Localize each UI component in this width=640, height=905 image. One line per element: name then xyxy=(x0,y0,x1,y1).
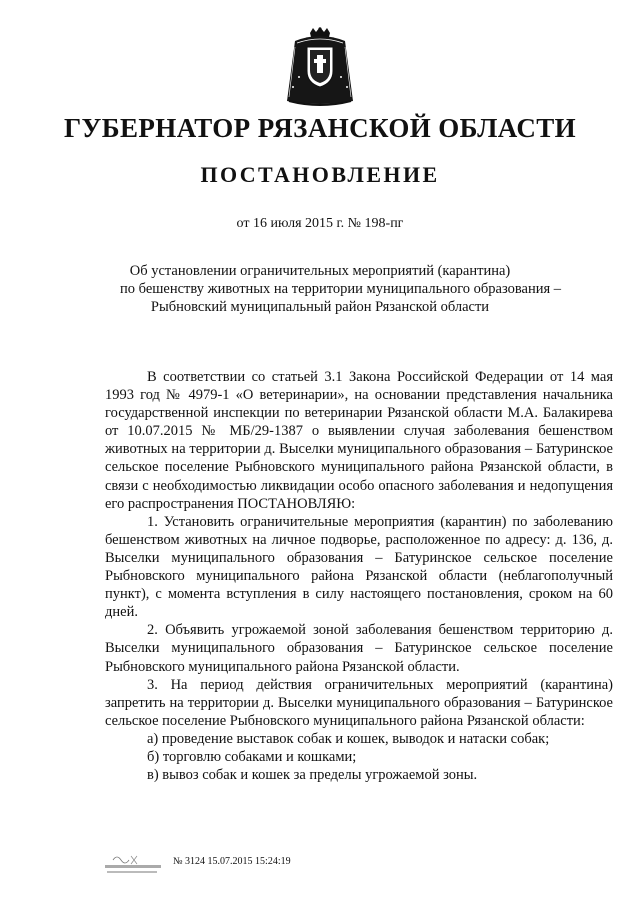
list-item: б) торговлю собаками и кошками; xyxy=(147,748,357,765)
preamble-paragraph: В соответствии со статьей 3.1 Закона Российской Федерации от 14 мая 1993 год № 4979-1 «О ветеринарии», на основании представления начальника государственной инспекции по ветеринарии Рязанской области М.А. Балакирева от 10.07.2015 № МБ/29-1387 о выявлении случая заболевания бешенством животных на территории д. Выселки муниципального образования – Батуринское сельское поселение Рыбновского муниципального района Рязанской области, в связи с необходимостью ликвидации особо опасного заболевания и недопущения его распространения ПОСТАНОВЛЯЮ: xyxy=(105,369,613,512)
coat-of-arms-icon xyxy=(283,27,357,109)
list-item: в) вывоз собак и кошек за пределы угрожаемой зоны. xyxy=(147,767,478,784)
clause-1: 1. Установить ограничительные мероприятия (карантин) по заболеванию бешенством животных на личное подворье, расположенное по адресу: д. 136, д. Выселки муниципального образования – Батуринское сельское поселение Рыбновского муниципального района Рязанской области (неблагополучный пункт), с момента вступления в силу настоящего постановления, сроком на 60 дней. xyxy=(105,513,613,621)
document-subject xyxy=(120,262,562,316)
registration-number: № 3124 15.07.2015 15:24:19 xyxy=(173,856,291,867)
subject-line: по бешенству животных на территории муниципального образования – xyxy=(120,281,562,297)
document-type-title: ПОСТАНОВЛЕНИЕ xyxy=(200,162,440,187)
document-body xyxy=(105,368,613,784)
clause-2: 2. Объявить угрожаемой зоной заболевания бешенством территорию д. Выселки муниципального образования – Батуринское сельское поселение Рыбновского муниципального района Рязанской области. xyxy=(105,622,613,675)
subject-line: Об установлении ограничительных мероприятий (карантина) xyxy=(129,263,511,279)
document-date-number: от 16 июля 2015 г. № 198-пг xyxy=(236,216,404,231)
registration-stamp-icon xyxy=(103,852,165,876)
clause-3: 3. На период действия ограничительных мероприятий (карантина) запретить на территории д. Выселки муниципального образования – Батуринское сельское поселение Рыбновского муниципального района Рязанской области: xyxy=(105,676,613,729)
subject-line: Рыбновский муниципальный район Рязанской области xyxy=(150,299,490,315)
organization-title: ГУБЕРНАТОР РЯЗАНСКОЙ ОБЛАСТИ xyxy=(63,113,577,143)
list-item: а) проведение выставок собак и кошек, выводок и натаски собак; xyxy=(147,730,550,747)
registration-footer xyxy=(103,852,403,876)
